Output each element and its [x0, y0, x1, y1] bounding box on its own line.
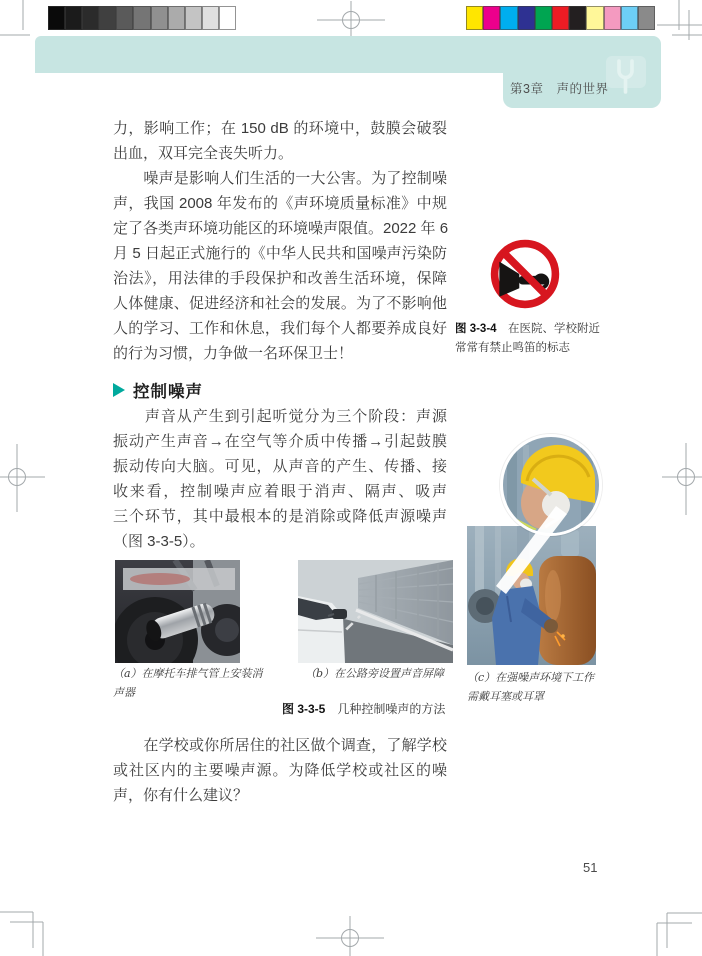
calibration-swatch	[638, 6, 655, 30]
photo-factory-worker	[467, 526, 596, 665]
text-line: 月 5 日起正式施行的《中华人民共和国噪声污染防	[113, 245, 447, 262]
calibration-swatch	[185, 6, 202, 30]
figure-334-label: 图 3-3-4	[455, 323, 497, 335]
text-line: 声，你有什么建议？	[113, 787, 249, 804]
text-line: 声音从产生到引起听觉分为三个阶段：声源	[113, 408, 447, 425]
text-line: 人的学习、工作和休息，我们每个人都要养成良好	[113, 320, 447, 337]
calibration-swatch	[535, 6, 552, 30]
paragraph-survey-task	[113, 733, 447, 808]
calibration-swatch	[552, 6, 569, 30]
text-line: （a）在摩托车排气管上安装消	[113, 667, 263, 680]
paragraph-sound-stages	[113, 404, 447, 554]
calibration-swatch	[202, 6, 219, 30]
text-line: 治法》，用法律的手段保护和改善生活环境，保障	[113, 270, 447, 287]
text-line: 定了各类声环境功能区的环境噪声限值。2022 年 6	[113, 220, 449, 237]
figure-335-caption: 图 3-3-5 几种控制噪声的方法	[282, 702, 446, 716]
calibration-swatch	[569, 6, 586, 30]
text-line: 的行为习惯，力争做一名环保卫士！	[113, 345, 354, 362]
text-line: 收来看，控制噪声应着眼于消声、隔声、吸声	[113, 483, 447, 500]
text-line: 振动产生声音→在空气等介质中传播→引起鼓膜	[113, 433, 447, 450]
photo-motorcycle-muffler	[115, 560, 240, 663]
calibration-swatch	[518, 6, 535, 30]
calibration-swatch	[99, 6, 116, 30]
calibration-swatch	[133, 6, 150, 30]
text-line: （b）在公路旁设置声音屏障	[305, 667, 445, 680]
calibration-swatch	[483, 6, 500, 30]
grayscale-calibration-bar	[48, 6, 236, 30]
text-line: 力，影响工作；在 150 dB 的环境中，鼓膜会破裂	[113, 120, 447, 137]
calibration-swatch	[604, 6, 621, 30]
text-line: 或社区内的主要噪声源。为降低学校或社区的噪	[113, 762, 447, 779]
figure-335-label: 图 3-3-5	[282, 702, 326, 716]
section-arrow-icon	[113, 383, 125, 397]
page-number: 51	[583, 860, 598, 875]
text-line: 在学校或你所居住的社区做个调查，了解学校	[113, 737, 447, 754]
photo-c-caption	[467, 668, 617, 706]
text-line: 人体健康、促进经济和社会的发展。为了不影响他	[113, 295, 447, 312]
text-line: 噪声是影响人们生活的一大公害。为了控制噪	[113, 170, 447, 187]
calibration-swatch	[219, 6, 236, 30]
figure-334-caption: 图 3-3-4 在医院、学校附近 常常有禁止鸣笛的标志	[455, 323, 601, 354]
calibration-swatch	[116, 6, 133, 30]
text-line: 出血，双耳完全丧失听力。	[113, 145, 294, 162]
calibration-swatch	[168, 6, 185, 30]
calibration-swatch	[586, 6, 603, 30]
text-line: 振动传向大脑。可见，从声音的产生、传播、接	[113, 458, 447, 475]
text-line: 需戴耳塞或耳罩	[467, 690, 544, 703]
photo-a-caption	[113, 664, 293, 702]
calibration-swatch	[82, 6, 99, 30]
calibration-swatch	[48, 6, 65, 30]
photo-highway-sound-barrier	[298, 560, 453, 663]
section-heading-text: 控制噪声	[133, 383, 203, 401]
text-line: （图 3-3-5）。	[113, 533, 205, 550]
text-line: 三个环节，其中最根本的是消除或降低声源噪声	[113, 508, 447, 525]
text-line: 声，我国 2008 年发布的《声环境质量标准》中规	[113, 195, 447, 212]
photo-b-caption	[305, 664, 465, 683]
calibration-swatch	[621, 6, 638, 30]
calibration-swatch	[151, 6, 168, 30]
text-line: 声器	[113, 686, 135, 699]
paragraph-hearing-damage	[113, 116, 447, 166]
no-horn-sign-image	[487, 236, 563, 312]
chapter-header-band	[35, 36, 661, 73]
calibration-swatch	[500, 6, 517, 30]
photo-ear-protection-closeup	[500, 434, 602, 536]
chapter-header-label: 第3章 声的世界	[510, 82, 609, 96]
calibration-swatch	[466, 6, 483, 30]
section-heading-control-noise	[113, 378, 203, 402]
text-line: （c）在强噪声环境下工作	[467, 671, 595, 684]
calibration-swatch	[65, 6, 82, 30]
color-calibration-bar	[466, 6, 655, 30]
paragraph-noise-regulation	[113, 166, 447, 366]
